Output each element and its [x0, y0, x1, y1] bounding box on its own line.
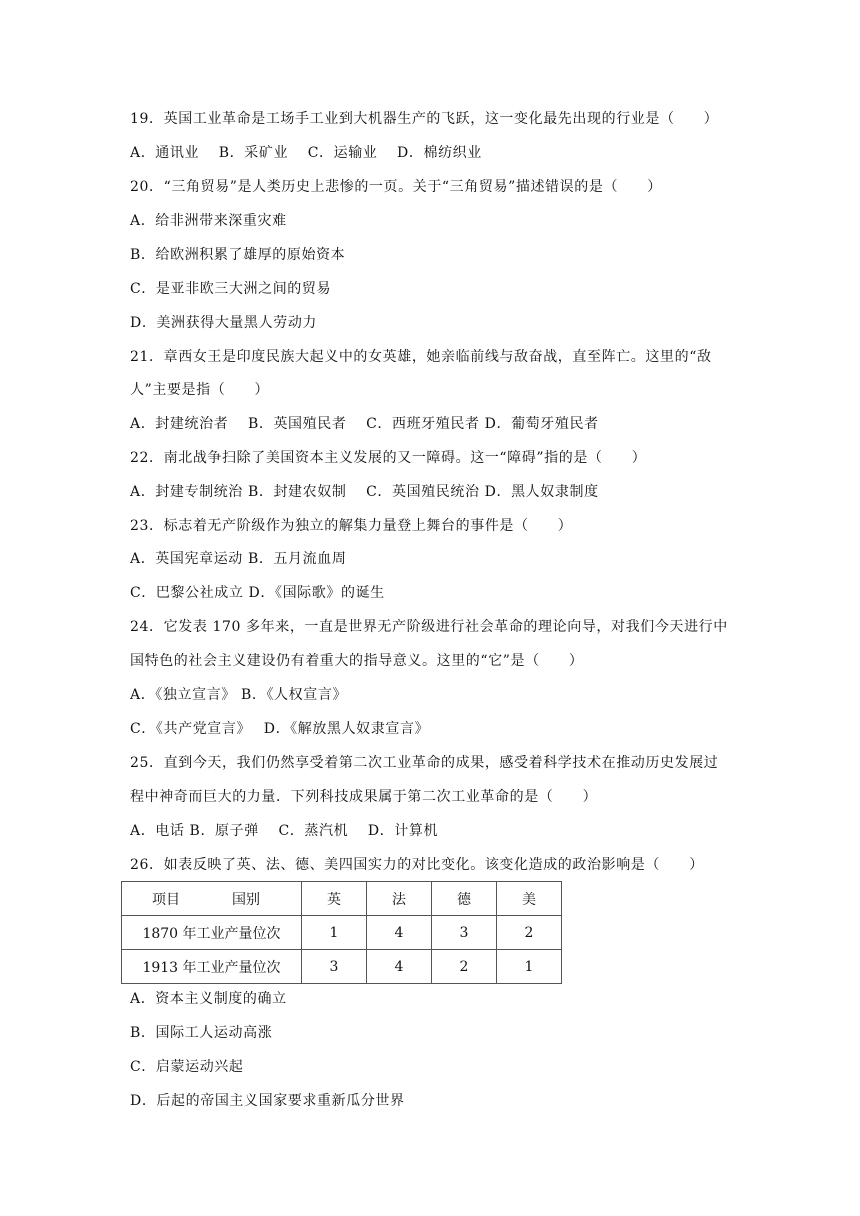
question-19-options: A．通讯业 B．采矿业 C．运输业 D．棉纺织业 [130, 145, 482, 161]
question-20-option-c: C．是亚非欧三大洲之间的贸易 [130, 281, 332, 297]
industrial-output-table [121, 881, 562, 984]
header-country: 法 [367, 882, 432, 916]
question-21-stem-line1: 21．章西女王是印度民族大起义中的女英雄，她亲临前线与敌奋战，直至阵亡。这里的“敌 [130, 349, 712, 365]
question-26-option-c: C．启蒙运动兴起 [130, 1059, 244, 1075]
question-21-stem-line2: 人”主要是指（ ） [130, 382, 270, 398]
row-label: 1870 年工业产量位次 [122, 916, 302, 950]
table-header-row [122, 882, 562, 916]
question-26-option-a: A．资本主义制度的确立 [130, 991, 287, 1007]
header-country: 美 [497, 882, 562, 916]
question-23-options-ab: A．英国宪章运动 B．五月流血周 [130, 551, 347, 567]
question-26-option-d: D．后起的帝国主义国家要求重新瓜分世界 [130, 1093, 405, 1109]
question-24-options-cd: C．《共产党宣言》 D．《解放黑人奴隶宣言》 [130, 721, 430, 737]
question-22-stem: 22．南北战争扫除了美国资本主义发展的又一障碍。这一“障碍”指的是（ ） [130, 450, 647, 466]
question-20-option-a: A．给非洲带来深重灾难 [130, 213, 287, 229]
question-20-option-b: B．给欧洲积累了雄厚的原始资本 [130, 247, 346, 263]
table-cell: 4 [367, 916, 432, 950]
question-24-options-ab: A．《独立宣言》 B．《人权宣言》 [130, 687, 348, 703]
table-cell: 1 [497, 950, 562, 984]
table-cell: 1 [302, 916, 367, 950]
table-row [122, 916, 562, 950]
question-25-stem-line2: 程中神奇而巨大的力量．下列科技成果属于第二次工业革命的是（ ） [130, 789, 598, 805]
header-country-label: 国别 [232, 892, 260, 908]
table-cell: 3 [432, 916, 497, 950]
table-row [122, 950, 562, 984]
question-26-stem: 26．如表反映了英、法、德、美四国实力的对比变化。该变化造成的政治影响是（ ） [130, 857, 704, 873]
question-26-option-b: B．国际工人运动高涨 [130, 1025, 273, 1041]
question-24-stem-line1: 24．它发表 170 多年来，一直是世界无产阶级进行社会革命的理论向导，对我们今天进行中 [130, 619, 728, 635]
question-21-options: A．封建统治者 B．英国殖民者 C．西班牙殖民者 D．葡萄牙殖民者 [130, 416, 599, 432]
row-label: 1913 年工业产量位次 [122, 950, 302, 984]
question-20-stem: 20．“三角贸易”是人类历史上悲惨的一页。关于“三角贸易”描述错误的是（ ） [130, 179, 662, 195]
question-23-options-cd: C．巴黎公社成立 D．《国际歌》的诞生 [130, 585, 385, 601]
header-country: 英 [302, 882, 367, 916]
question-19-stem: 19．英国工业革命是工场手工业到大机器生产的飞跃，这一变化最先出现的行业是（ ） [130, 111, 719, 127]
table-header-corner [122, 882, 302, 916]
table-cell: 4 [367, 950, 432, 984]
question-24-stem-line2: 国特色的社会主义建设仍有着重大的指导意义。这里的“它”是（ ） [130, 653, 584, 669]
table-cell: 2 [497, 916, 562, 950]
question-23-stem: 23．标志着无产阶级作为独立的解集力量登上舞台的事件是（ ） [130, 518, 573, 534]
table-cell: 3 [302, 950, 367, 984]
question-25-options: A．电话 B．原子弹 C．蒸汽机 D．计算机 [130, 823, 439, 839]
header-item-label: 项目 [152, 892, 180, 908]
question-20-option-d: D．美洲获得大量黑人劳动力 [130, 315, 318, 331]
question-25-stem-line1: 25．直到今天，我们仍然享受着第二次工业革命的成果，感受着科学技术在推动历史发展过 [130, 755, 719, 771]
question-22-options: A．封建专制统治 B．封建农奴制 C．英国殖民统治 D．黑人奴隶制度 [130, 484, 599, 500]
table-cell: 2 [432, 950, 497, 984]
header-country: 德 [432, 882, 497, 916]
